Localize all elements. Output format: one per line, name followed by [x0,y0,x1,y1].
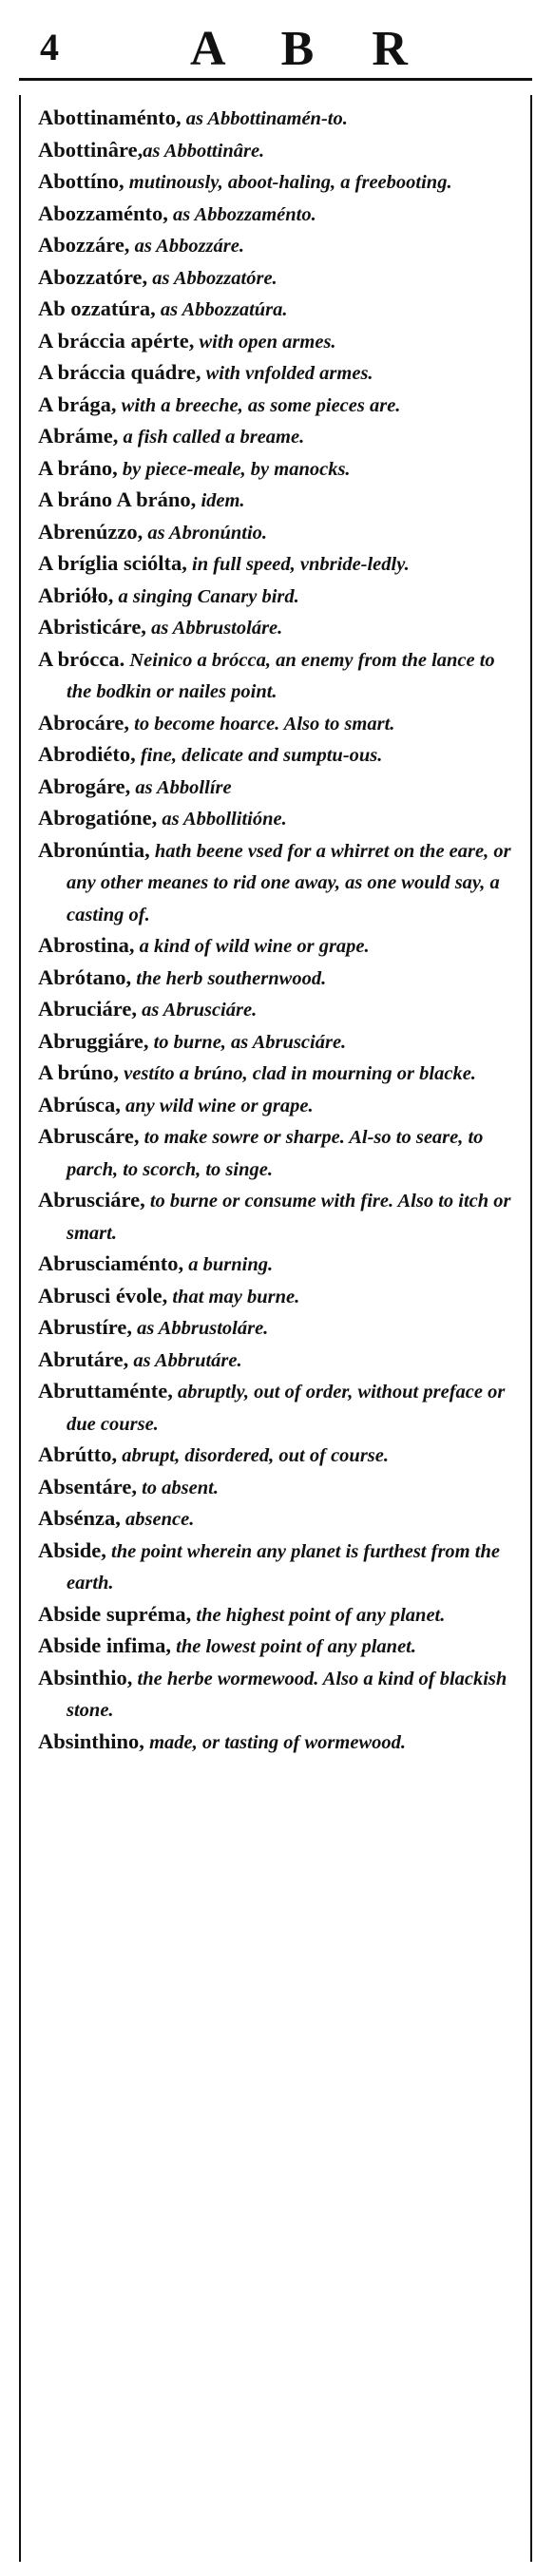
entry-headword: Abottinâre, [38,137,144,162]
entry-headword: Abrusci évole, [38,1283,168,1307]
dictionary-entry [38,135,517,167]
dictionary-entry [38,1026,517,1059]
entry-gloss: the herbe wormewood. Also a kind of blackish stone. [67,1668,507,1721]
entry-headword: A bráccia quádre, [38,360,201,384]
entry-headword: Abrogatióne, [38,806,158,830]
dictionary-entry [38,548,517,581]
running-head: A B R [190,22,431,76]
dictionary-entry [38,1281,517,1313]
dictionary-entry [38,803,517,835]
entry-headword: Abozzáre, [38,233,130,257]
entry-headword: Abozzaménto, [38,200,168,225]
entry-gloss: to burne or consume with fire. Also to itch or smart. [67,1191,511,1244]
entry-gloss: the highest point of any planet. [191,1604,446,1626]
entry-gloss: idem. [196,490,245,511]
dictionary-column [19,95,532,2562]
dictionary-entry [38,357,517,390]
entry-gloss: as Abbrustoláre. [145,618,283,639]
page-header [19,21,532,81]
entry-headword: Abottinaménto, [38,105,182,129]
dictionary-entry [38,930,517,963]
dictionary-entry [38,1472,517,1504]
dictionary-entry [38,1503,517,1536]
entry-gloss: a burning. [183,1254,274,1275]
dictionary-entry [38,1249,517,1281]
entry-headword: Abruggiáre, [38,1028,149,1053]
entry-gloss: any wild wine or grape. [120,1095,314,1116]
entry-headword: Abruciáre, [38,997,137,1021]
entry-headword: Abrótano, [38,964,132,989]
entry-gloss: a singing Canary bird. [113,585,299,607]
dictionary-entry [38,485,517,517]
dictionary-entry [38,1345,517,1377]
entry-headword: Abrustíre, [38,1315,132,1339]
entry-headword: Abrocáre, [38,710,130,735]
entry-gloss: as Abbozzatóre. [147,267,278,289]
entry-gloss: a kind of wild wine or grape. [134,936,370,957]
entry-gloss: as Abbollíre [130,776,232,798]
entry-gloss: as Abbozzáre. [129,236,244,257]
entry-gloss: abruptly, out of order, without preface or due course. [67,1382,506,1435]
dictionary-entry [38,581,517,613]
entry-gloss: as Abbrutáre. [128,1349,242,1371]
entry-headword: Abrúsca, [38,1092,121,1116]
entry-headword: A brócca. [38,646,125,671]
entry-headword: Abrenúzzo, [38,519,144,544]
dictionary-entry [38,1440,517,1472]
entry-headword: A brúno, [38,1060,120,1084]
entry-gloss: Neinico a brócca, an enemy from the lance to the bodkin or nailes point. [67,649,495,702]
entry-gloss: as Abbrustoláre. [131,1318,269,1339]
entry-gloss: fine, delicate and sumptu-ous. [135,745,383,766]
entry-gloss: a fish called a breame. [118,427,305,448]
dictionary-entry [38,963,517,995]
entry-headword: Abside, [38,1537,106,1562]
entry-headword: Abrusciáre, [38,1188,145,1212]
dictionary-entry [38,390,517,422]
entry-gloss: by piece-meale, by manocks. [117,458,351,480]
entry-headword: Abottíno, [38,169,124,193]
dictionary-entry [38,230,517,262]
entry-headword: Absentáre, [38,1474,137,1498]
dictionary-entry [38,1536,517,1599]
entry-headword: Abrutáre, [38,1346,129,1371]
entry-gloss: to become hoarce. Also to smart. [129,713,395,735]
entry-headword: Abristicáre, [38,615,146,639]
entry-gloss: as Abronúntio. [143,522,268,544]
dictionary-entry [38,1631,517,1663]
dictionary-entry [38,708,517,740]
entry-gloss: as Abbollitióne. [157,809,287,830]
dictionary-entry [38,612,517,644]
entry-headword: A brága, [38,391,117,416]
entry-headword: Abside supréma, [38,1601,192,1626]
entry-gloss: the herb southernwood. [131,967,327,989]
dictionary-entry [38,103,517,135]
entry-headword: Abrusciaménto, [38,1251,184,1275]
entry-gloss: the lowest point of any planet. [171,1636,417,1657]
dictionary-entry [38,326,517,358]
entry-gloss: to make sowre or sharpe. Al-so to seare, to parch, to scorch, to singe. [67,1127,484,1180]
entry-headword: A bráno, [38,455,118,480]
dictionary-entry [38,1599,517,1631]
entry-gloss: abrupt, disordered, out of course. [117,1445,390,1466]
entry-gloss: mutinously, aboot-haling, a freebooting. [124,172,452,193]
entry-gloss: as Abbozzaménto. [167,203,316,225]
entry-gloss: with a breeche, as some pieces are. [116,394,401,416]
entry-gloss: made, or tasting of wormewood. [144,1731,406,1753]
entry-gloss: vestíto a brúno, clad in mourning or blacke. [119,1063,476,1084]
dictionary-entry [38,199,517,231]
entry-headword: Abozzatóre, [38,264,148,289]
entry-headword: Absinthino, [38,1728,144,1753]
entry-headword: Abráme, [38,424,119,448]
dictionary-entry [38,772,517,804]
entry-headword: Abrióło, [38,582,114,607]
entry-headword: Abrodiéto, [38,742,136,766]
entry-gloss: with open armes. [194,331,336,353]
entry-gloss: hath beene vsed for a whirret on the eare, or any other meanes to rid one away, as one would say, a casting of. [67,840,511,925]
dictionary-entry [38,1090,517,1122]
entry-gloss: to burne, as Abrusciáre. [148,1031,347,1053]
entry-gloss: in full speed, vnbride-ledly. [186,554,410,575]
entry-headword: Abruscáre, [38,1124,140,1148]
entry-gloss: to absent. [136,1477,219,1498]
dictionary-entry [38,1727,517,1759]
entry-headword: Absinthio, [38,1665,133,1689]
entry-headword: A bráno A bráno, [38,487,197,511]
dictionary-entry [38,262,517,295]
dictionary-entry [38,421,517,453]
dictionary-entry [38,1312,517,1345]
dictionary-entry [38,1663,517,1727]
entry-gloss: with vnfolded armes. [201,363,373,384]
dictionary-entry [38,644,517,708]
dictionary-entry [38,1376,517,1440]
dictionary-entry [38,994,517,1026]
entry-gloss: as Abbottinamén-to. [181,108,348,129]
entry-gloss: as Abbottinâre. [143,140,265,162]
dictionary-entry [38,453,517,486]
entry-headword: Abrútto, [38,1442,118,1466]
dictionary-entry [38,166,517,199]
entry-headword: Abrogáre, [38,773,131,798]
entry-gloss: as Abrusciáre. [136,1000,258,1021]
entry-headword: Absénza, [38,1506,121,1530]
entry-headword: Abruttaménte, [38,1379,173,1402]
entry-headword: A bríglia sciólta, [38,551,187,575]
entry-gloss: that may burne. [167,1286,300,1307]
dictionary-entry [38,1058,517,1090]
entry-gloss: the point wherein any planet is furthest from the earth. [67,1540,500,1593]
dictionary-entry [38,1185,517,1249]
dictionary-entry [38,294,517,326]
dictionary-entry [38,739,517,772]
entry-headword: Abside infima, [38,1633,172,1657]
page-number: 4 [40,26,59,68]
dictionary-entry [38,517,517,549]
entry-headword: A bráccia apérte, [38,328,195,353]
dictionary-entry [38,1121,517,1185]
entry-headword: Abrostina, [38,933,135,957]
dictionary-entry [38,835,517,931]
entry-headword: Ab ozzatúra, [38,296,156,320]
entry-gloss: absence. [120,1509,195,1530]
entry-gloss: as Abbozzatúra. [155,299,288,320]
entry-headword: Abronúntia, [38,837,150,862]
